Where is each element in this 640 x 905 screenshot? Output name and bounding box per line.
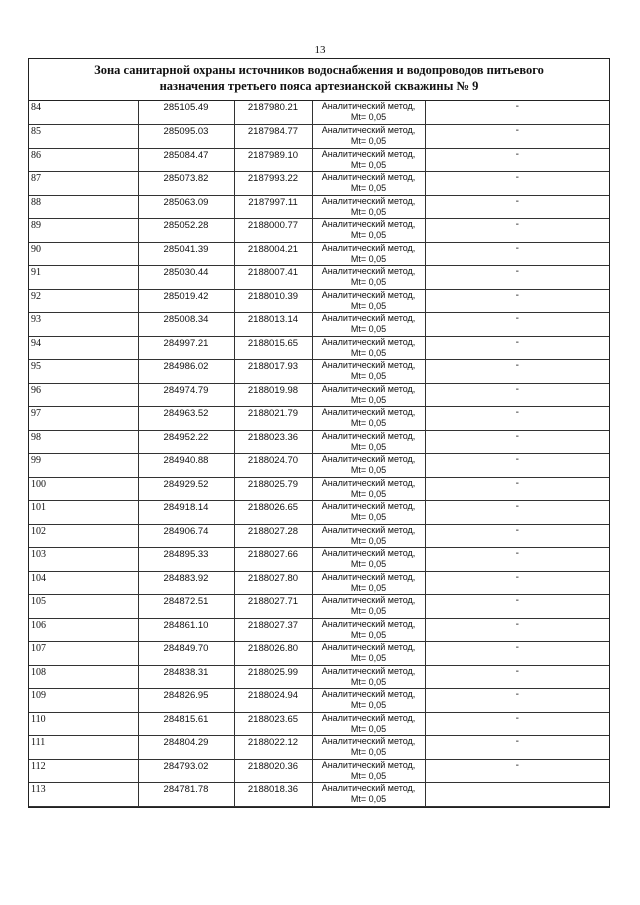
- table-row: [29, 501, 609, 525]
- table-row: [29, 736, 609, 760]
- coordinate-x: 285084.47: [138, 148, 234, 172]
- method-label: Аналитический метод,: [321, 383, 416, 394]
- point-number: 86: [29, 148, 138, 172]
- table-row: [29, 430, 609, 454]
- table-row: [29, 266, 609, 290]
- coordinate-x: 284793.02: [138, 759, 234, 783]
- coordinate-x: 285030.44: [138, 266, 234, 290]
- precision-label: Mt= 0,05: [350, 206, 387, 217]
- point-number: 87: [29, 172, 138, 196]
- coordinate-x: 284872.51: [138, 595, 234, 619]
- point-number: 91: [29, 266, 138, 290]
- precision-label: Mt= 0,05: [350, 770, 387, 781]
- table-row: [29, 618, 609, 642]
- method-label: Аналитический метод,: [321, 571, 416, 582]
- method-label: Аналитический метод,: [321, 665, 416, 676]
- coordinate-y: 2187980.21: [234, 101, 312, 125]
- note-cell: -: [425, 195, 609, 219]
- note-cell: -: [425, 172, 609, 196]
- method-cell: [312, 736, 425, 760]
- point-number: 110: [29, 712, 138, 736]
- method-label: Аналитический метод,: [321, 501, 416, 511]
- coordinate-x: 285052.28: [138, 219, 234, 243]
- method-cell: [312, 289, 425, 313]
- precision-label: Mt= 0,05: [350, 629, 387, 640]
- coordinate-y: 2188010.39: [234, 289, 312, 313]
- note-cell: -: [425, 360, 609, 384]
- coordinate-x: 284963.52: [138, 407, 234, 431]
- precision-label: Mt= 0,05: [350, 418, 387, 428]
- note-cell: [425, 783, 609, 807]
- method-cell: [312, 571, 425, 595]
- point-number: 94: [29, 336, 138, 360]
- point-number: 88: [29, 195, 138, 219]
- method-label: Аналитический метод,: [321, 289, 416, 300]
- note-cell: -: [425, 618, 609, 642]
- note-cell: -: [425, 266, 609, 290]
- coordinate-x: 284997.21: [138, 336, 234, 360]
- note-cell: -: [425, 336, 609, 360]
- coordinate-x: 284929.52: [138, 477, 234, 501]
- table-row: [29, 595, 609, 619]
- method-cell: [312, 266, 425, 290]
- precision-label: Mt= 0,05: [350, 676, 387, 687]
- method-label: Аналитический метод,: [321, 712, 416, 723]
- precision-label: Mt= 0,05: [350, 606, 387, 616]
- method-cell: [312, 595, 425, 619]
- coordinate-y: 2188023.36: [234, 430, 312, 454]
- coordinate-x: 285019.42: [138, 289, 234, 313]
- note-cell: -: [425, 430, 609, 454]
- coordinate-x: 284838.31: [138, 665, 234, 689]
- table-row: [29, 172, 609, 196]
- coordinate-y: 2188000.77: [234, 219, 312, 243]
- coordinate-x: 285105.49: [138, 101, 234, 125]
- note-cell: -: [425, 524, 609, 548]
- precision-label: Mt= 0,05: [350, 136, 387, 146]
- table-row: [29, 407, 609, 431]
- method-label: Аналитический метод,: [321, 454, 416, 464]
- precision-label: Mt= 0,05: [350, 747, 387, 757]
- note-cell: -: [425, 759, 609, 783]
- note-cell: -: [425, 642, 609, 666]
- coordinate-y: 2188013.14: [234, 313, 312, 337]
- method-cell: [312, 125, 425, 149]
- note-cell: -: [425, 101, 609, 125]
- table-row: [29, 454, 609, 478]
- precision-label: Mt= 0,05: [350, 230, 387, 240]
- table-row: [29, 360, 609, 384]
- table-row: [29, 665, 609, 689]
- coordinate-x: 285063.09: [138, 195, 234, 219]
- coordinate-y: 2188019.98: [234, 383, 312, 407]
- note-cell: -: [425, 454, 609, 478]
- coordinate-y: 2187984.77: [234, 125, 312, 149]
- method-cell: [312, 759, 425, 783]
- coordinate-y: 2188021.79: [234, 407, 312, 431]
- table-row: [29, 336, 609, 360]
- method-cell: [312, 548, 425, 572]
- precision-label: Mt= 0,05: [350, 324, 387, 334]
- table-row: [29, 783, 609, 807]
- precision-label: Mt= 0,05: [350, 723, 387, 734]
- coordinate-x: 284883.92: [138, 571, 234, 595]
- table-row: [29, 242, 609, 266]
- method-label: Аналитический метод,: [321, 266, 416, 276]
- coordinate-x: 284861.10: [138, 618, 234, 642]
- coordinate-x: 285008.34: [138, 313, 234, 337]
- coordinate-y: 2188015.65: [234, 336, 312, 360]
- method-label: Аналитический метод,: [321, 195, 416, 206]
- point-number: 90: [29, 242, 138, 266]
- point-number: 107: [29, 642, 138, 666]
- table-row: [29, 524, 609, 548]
- coordinate-y: 2188023.65: [234, 712, 312, 736]
- coordinate-x: 285073.82: [138, 172, 234, 196]
- method-cell: [312, 477, 425, 501]
- precision-label: Mt= 0,05: [350, 441, 387, 452]
- point-number: 98: [29, 430, 138, 454]
- method-cell: [312, 454, 425, 478]
- coordinate-x: 284986.02: [138, 360, 234, 384]
- coordinate-x: 285095.03: [138, 125, 234, 149]
- coordinate-y: 2188025.79: [234, 477, 312, 501]
- coordinate-x: 284918.14: [138, 501, 234, 525]
- point-number: 92: [29, 289, 138, 313]
- method-label: Аналитический метод,: [321, 219, 416, 229]
- method-label: Аналитический метод,: [321, 642, 416, 652]
- precision-label: Mt= 0,05: [350, 253, 387, 264]
- method-cell: [312, 383, 425, 407]
- note-cell: -: [425, 689, 609, 713]
- note-cell: -: [425, 595, 609, 619]
- method-label: Аналитический метод,: [321, 336, 416, 347]
- method-cell: [312, 524, 425, 548]
- precision-label: Mt= 0,05: [350, 559, 387, 569]
- method-cell: [312, 336, 425, 360]
- precision-label: Mt= 0,05: [350, 535, 387, 546]
- note-cell: -: [425, 712, 609, 736]
- page-number: 13: [314, 44, 326, 56]
- coordinate-y: 2188026.65: [234, 501, 312, 525]
- coordinate-y: 2188027.71: [234, 595, 312, 619]
- method-label: Аналитический метод,: [321, 618, 416, 629]
- coordinate-y: 2188027.28: [234, 524, 312, 548]
- table-row: [29, 125, 609, 149]
- point-number: 100: [29, 477, 138, 501]
- method-label: Аналитический метод,: [321, 407, 416, 417]
- table-row: [29, 148, 609, 172]
- point-number: 103: [29, 548, 138, 572]
- point-number: 112: [29, 759, 138, 783]
- note-cell: -: [425, 148, 609, 172]
- precision-label: Mt= 0,05: [350, 794, 387, 804]
- method-label: Аналитический метод,: [321, 360, 416, 370]
- table-row: [29, 195, 609, 219]
- coordinate-x: 284804.29: [138, 736, 234, 760]
- coordinate-y: 2188017.93: [234, 360, 312, 384]
- point-number: 85: [29, 125, 138, 149]
- method-cell: [312, 148, 425, 172]
- method-label: Аналитический метод,: [321, 524, 416, 535]
- method-label: Аналитический метод,: [321, 477, 416, 488]
- coordinate-y: 2188027.37: [234, 618, 312, 642]
- table-row: [29, 219, 609, 243]
- precision-label: Mt= 0,05: [350, 700, 387, 710]
- point-number: 84: [29, 101, 138, 125]
- precision-label: Mt= 0,05: [350, 512, 387, 522]
- precision-label: Mt= 0,05: [350, 300, 387, 311]
- note-cell: -: [425, 383, 609, 407]
- coordinate-y: 2188020.36: [234, 759, 312, 783]
- point-number: 113: [29, 783, 138, 807]
- coordinate-x: 284906.74: [138, 524, 234, 548]
- coordinates-sheet: [28, 58, 610, 808]
- precision-label: Mt= 0,05: [350, 371, 387, 381]
- title-line-1: Зона санитарной охраны источников водоснабжения и водопроводов питьевого: [94, 63, 544, 77]
- point-number: 108: [29, 665, 138, 689]
- coordinate-y: 2188025.99: [234, 665, 312, 689]
- point-number: 106: [29, 618, 138, 642]
- coordinate-x: 284826.95: [138, 689, 234, 713]
- document-title: [29, 59, 609, 101]
- precision-label: Mt= 0,05: [350, 183, 387, 193]
- note-cell: -: [425, 477, 609, 501]
- coordinate-y: 2188027.66: [234, 548, 312, 572]
- coordinates-table: [29, 101, 609, 807]
- method-label: Аналитический метод,: [321, 172, 416, 182]
- method-cell: [312, 665, 425, 689]
- table-row: [29, 712, 609, 736]
- point-number: 101: [29, 501, 138, 525]
- note-cell: -: [425, 313, 609, 337]
- table-row: [29, 101, 609, 125]
- method-label: Аналитический метод,: [321, 548, 416, 558]
- point-number: 105: [29, 595, 138, 619]
- precision-label: Mt= 0,05: [350, 394, 387, 405]
- coordinate-y: 2187993.22: [234, 172, 312, 196]
- coordinate-y: 2188024.94: [234, 689, 312, 713]
- table-row: [29, 571, 609, 595]
- table-row: [29, 548, 609, 572]
- method-label: Аналитический метод,: [321, 148, 416, 159]
- method-label: Аналитический метод,: [321, 759, 416, 770]
- precision-label: Mt= 0,05: [350, 653, 387, 663]
- method-cell: [312, 219, 425, 243]
- method-label: Аналитический метод,: [321, 736, 416, 746]
- note-cell: -: [425, 407, 609, 431]
- coordinates-table-body: [29, 101, 609, 806]
- method-label: Аналитический метод,: [321, 430, 416, 441]
- coordinate-x: 284815.61: [138, 712, 234, 736]
- point-number: 109: [29, 689, 138, 713]
- note-cell: -: [425, 289, 609, 313]
- table-row: [29, 313, 609, 337]
- coordinate-x: 284849.70: [138, 642, 234, 666]
- method-label: Аналитический метод,: [321, 242, 416, 253]
- point-number: 95: [29, 360, 138, 384]
- table-row: [29, 689, 609, 713]
- point-number: 111: [29, 736, 138, 760]
- method-cell: [312, 618, 425, 642]
- method-cell: [312, 501, 425, 525]
- method-cell: [312, 101, 425, 125]
- method-label: Аналитический метод,: [321, 101, 416, 111]
- point-number: 93: [29, 313, 138, 337]
- method-cell: [312, 689, 425, 713]
- coordinate-y: 2188018.36: [234, 783, 312, 807]
- method-label: Аналитический метод,: [321, 125, 416, 135]
- precision-label: Mt= 0,05: [350, 347, 387, 358]
- coordinate-y: 2188004.21: [234, 242, 312, 266]
- note-cell: -: [425, 242, 609, 266]
- point-number: 97: [29, 407, 138, 431]
- coordinate-x: 284781.78: [138, 783, 234, 807]
- method-cell: [312, 430, 425, 454]
- note-cell: -: [425, 125, 609, 149]
- method-label: Аналитический метод,: [321, 313, 416, 323]
- table-row: [29, 289, 609, 313]
- coordinate-y: 2188007.41: [234, 266, 312, 290]
- precision-label: Mt= 0,05: [350, 488, 387, 499]
- note-cell: -: [425, 736, 609, 760]
- note-cell: -: [425, 548, 609, 572]
- precision-label: Mt= 0,05: [350, 277, 387, 287]
- method-cell: [312, 407, 425, 431]
- coordinate-y: 2188027.80: [234, 571, 312, 595]
- coordinate-x: 284952.22: [138, 430, 234, 454]
- coordinate-x: 284974.79: [138, 383, 234, 407]
- coordinate-y: 2188022.12: [234, 736, 312, 760]
- method-cell: [312, 360, 425, 384]
- method-cell: [312, 172, 425, 196]
- point-number: 89: [29, 219, 138, 243]
- point-number: 102: [29, 524, 138, 548]
- method-label: Аналитический метод,: [321, 595, 416, 605]
- precision-label: Mt= 0,05: [350, 159, 387, 170]
- method-label: Аналитический метод,: [321, 783, 416, 793]
- table-row: [29, 642, 609, 666]
- precision-label: Mt= 0,05: [350, 112, 387, 122]
- point-number: 104: [29, 571, 138, 595]
- point-number: 96: [29, 383, 138, 407]
- coordinate-x: 284895.33: [138, 548, 234, 572]
- note-cell: -: [425, 665, 609, 689]
- note-cell: -: [425, 219, 609, 243]
- table-row: [29, 477, 609, 501]
- coordinate-y: 2188024.70: [234, 454, 312, 478]
- table-row: [29, 383, 609, 407]
- method-cell: [312, 313, 425, 337]
- table-row: [29, 759, 609, 783]
- method-cell: [312, 242, 425, 266]
- coordinate-y: 2187997.11: [234, 195, 312, 219]
- method-cell: [312, 195, 425, 219]
- coordinate-x: 284940.88: [138, 454, 234, 478]
- method-cell: [312, 712, 425, 736]
- method-cell: [312, 783, 425, 807]
- coordinate-y: 2187989.10: [234, 148, 312, 172]
- coordinate-y: 2188026.80: [234, 642, 312, 666]
- note-cell: -: [425, 501, 609, 525]
- method-label: Аналитический метод,: [321, 689, 416, 699]
- method-cell: [312, 642, 425, 666]
- coordinate-x: 285041.39: [138, 242, 234, 266]
- precision-label: Mt= 0,05: [350, 465, 387, 475]
- note-cell: -: [425, 571, 609, 595]
- point-number: 99: [29, 454, 138, 478]
- precision-label: Mt= 0,05: [350, 582, 387, 593]
- title-line-2: назначения третьего пояса артезианской скважины № 9: [159, 79, 479, 93]
